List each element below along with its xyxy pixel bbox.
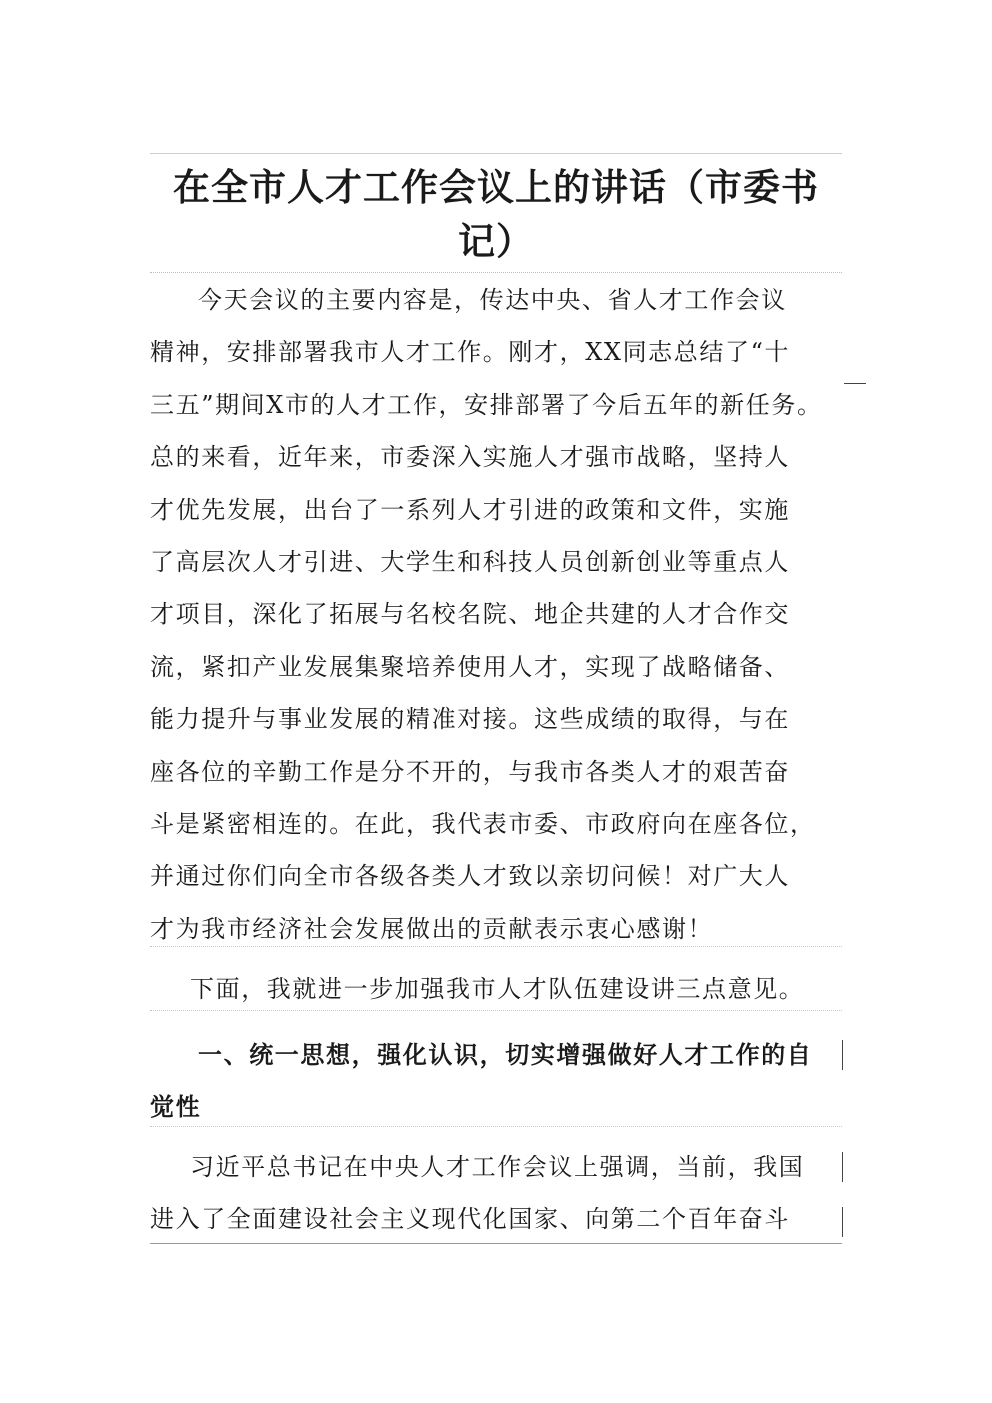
paragraph-transition — [150, 963, 850, 1015]
paragraph-line: 能力提升与事业发展的精准对接。这些成绩的取得，与在 — [150, 705, 790, 734]
paragraph-body — [150, 1141, 850, 1246]
section-heading-1 — [150, 1029, 850, 1134]
heading-line: 一、统一思想，强化认识，切实增强做好人才工作的自 — [198, 1040, 813, 1069]
paragraph-line: 流，紧扣产业发展集聚培养使用人才，实现了战略储备、 — [150, 652, 790, 681]
margin-mark — [842, 1207, 843, 1237]
paragraph-line: 才为我市经济社会发展做出的贡献表示衷心感谢！ — [150, 914, 714, 943]
paragraph-line: 今天会议的主要内容是，传达中央、省人才工作会议 — [198, 286, 787, 314]
paragraph-line: 才优先发展，出台了一系列人才引进的政策和文件，实施 — [150, 495, 790, 524]
paragraph-line: 进入了全面建设社会主义现代化国家、向第二个百年奋斗 — [150, 1205, 790, 1234]
paragraph-divider — [150, 1126, 842, 1127]
margin-mark — [844, 383, 866, 384]
margin-mark — [842, 1040, 843, 1070]
paragraph-divider — [150, 1010, 842, 1011]
paragraph-line: 习近平总书记在中央人才工作会议上强调，当前，我国 — [190, 1153, 805, 1181]
paragraph-line: 才项目，深化了拓展与名校名院、地企共建的人才合作交 — [150, 600, 790, 629]
title-line-1: 在全市人才工作会议上的讲话（市委书 — [173, 165, 819, 209]
page-bottom-rule — [150, 1243, 842, 1244]
paragraph-line: 并通过你们向全市各级各类人才致以亲切问候！对广大人 — [150, 862, 790, 891]
paragraph-line: 精神，安排部署我市人才工作。刚才，XX同志总结了“十 — [150, 338, 791, 367]
margin-mark — [842, 1152, 843, 1182]
paragraph-line: 座各位的辛勤工作是分不开的，与我市各类人才的艰苦奋 — [150, 757, 790, 786]
paragraph-divider — [150, 946, 842, 947]
heading-line: 觉性 — [150, 1092, 202, 1122]
paragraph-line: 总的来看，近年来，市委深入实施人才强市战略，坚持人 — [150, 443, 790, 472]
document-title — [150, 153, 842, 273]
paragraph-line: 三五”期间X市的人才工作，安排部署了今后五年的新任务。 — [150, 390, 823, 419]
title-line-2: 记） — [458, 219, 534, 263]
paragraph-line: 斗是紧密相连的。在此，我代表市委、市政府向在座各位， — [150, 809, 816, 838]
paragraph-intro — [150, 274, 850, 955]
paragraph-line: 下面，我就进一步加强我市人才队伍建设讲三点意见。 — [190, 975, 805, 1003]
paragraph-line: 了高层次人才引进、大学生和科技人员创新创业等重点人 — [150, 547, 790, 576]
